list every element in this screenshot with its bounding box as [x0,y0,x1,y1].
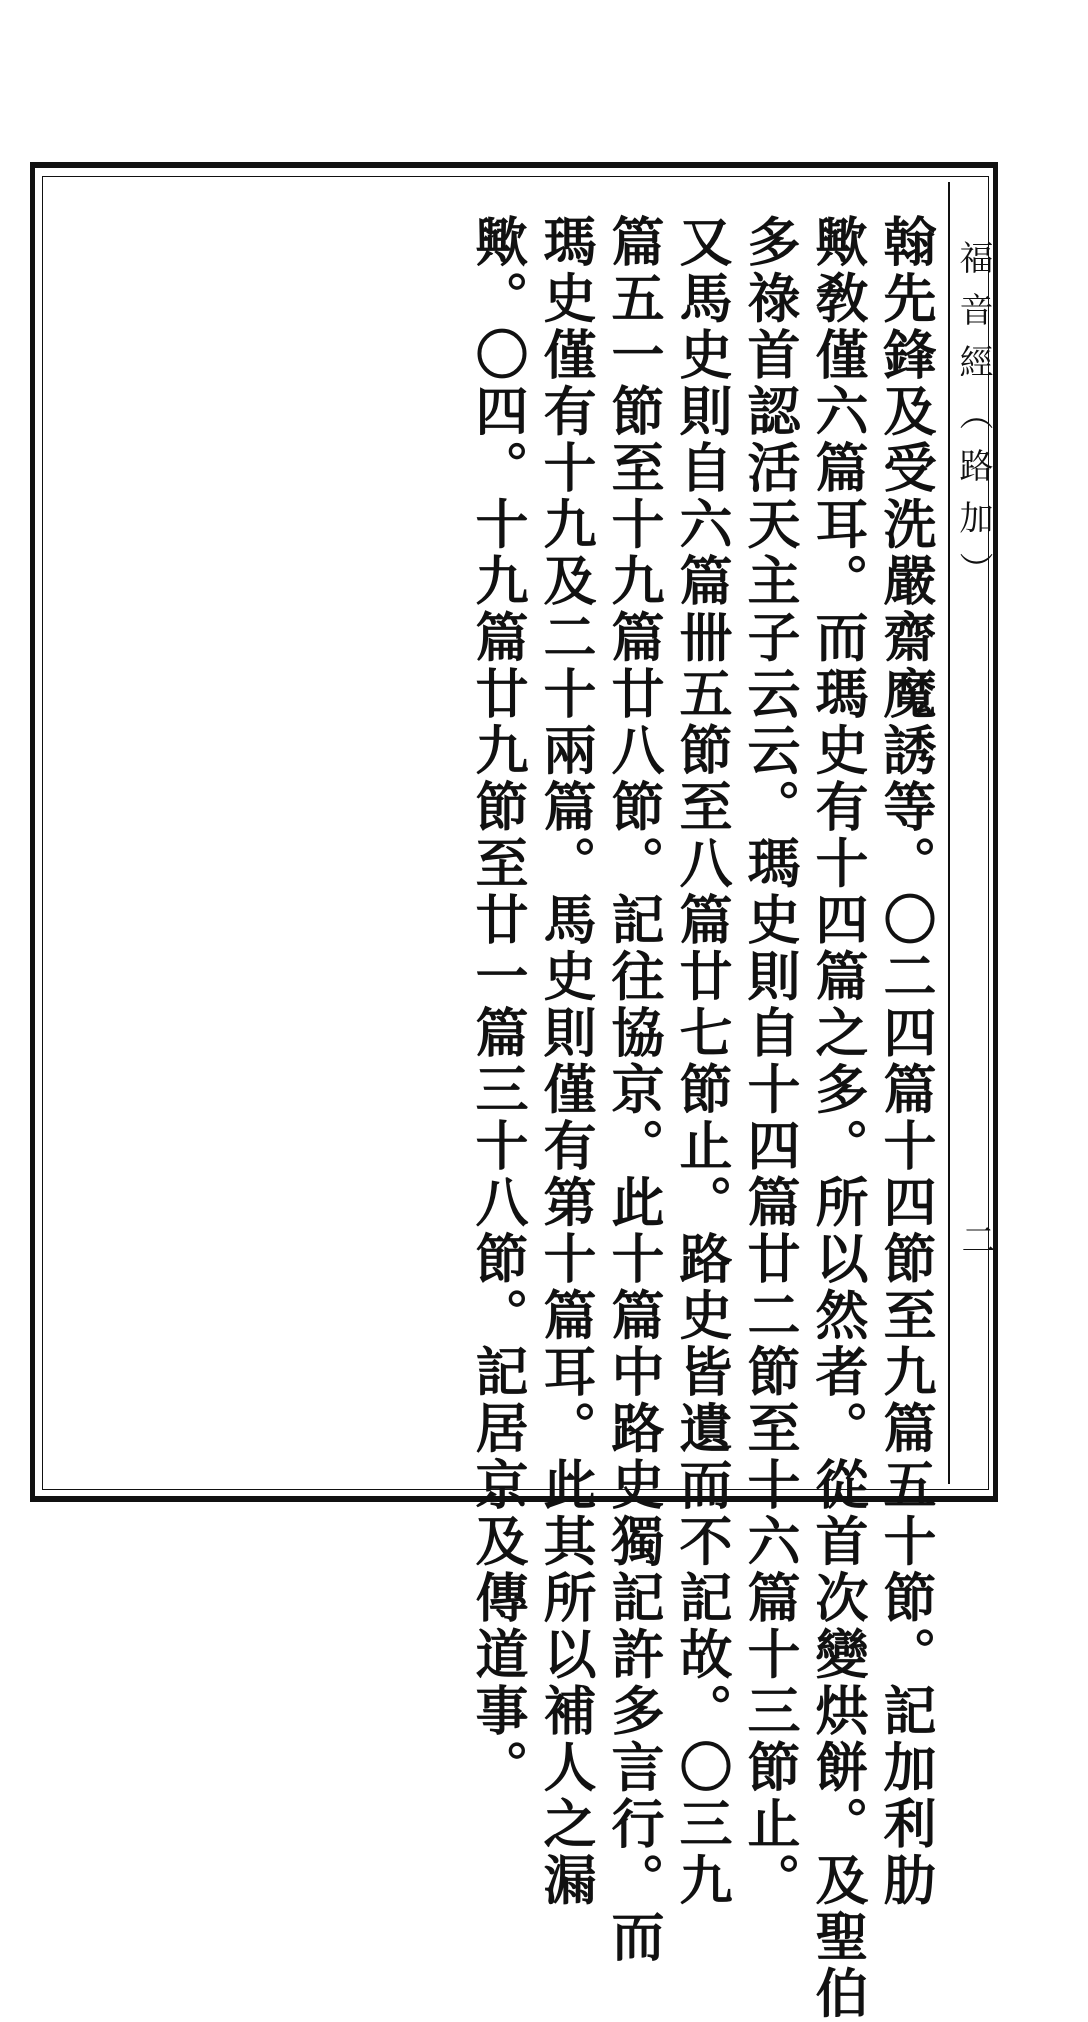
text-column-2: 歟敎僅六篇耳。而瑪史有十四篇之多。所以然者。從首次變烘餅。及聖伯 [807,214,869,2022]
text-column-1: 翰先鋒及受洗嚴齋魔誘等。〇二四篇十四節至九篇五十節。記加利肋 [875,214,937,1909]
text-column-6: 瑪史僅有十九及二十兩篇。馬史則僅有第十篇耳。此其所以補人之漏 [535,214,597,1909]
body-text [464,214,940,2022]
text-column-4: 又馬史則自六篇卌五節至八篇廿七節止。路史皆遺而不記故。〇三九 [671,214,733,1909]
running-title: 福音經（路加） [953,240,993,604]
text-column-7: 歟。〇四。十九篇廿九節至廿一篇三十八節。記居京及傳道事。 [467,214,529,1796]
page-number: 二 [955,1222,995,1256]
header-band-divider [948,182,950,1484]
text-column-3: 多祿首認活天主子云云。瑪史則自十四篇廿二節至十六篇十三節止。 [739,214,801,1909]
text-column-5: 篇五一節至十九篇廿八節。記往協京。此十篇中路史獨記許多言行。而 [603,214,665,1966]
